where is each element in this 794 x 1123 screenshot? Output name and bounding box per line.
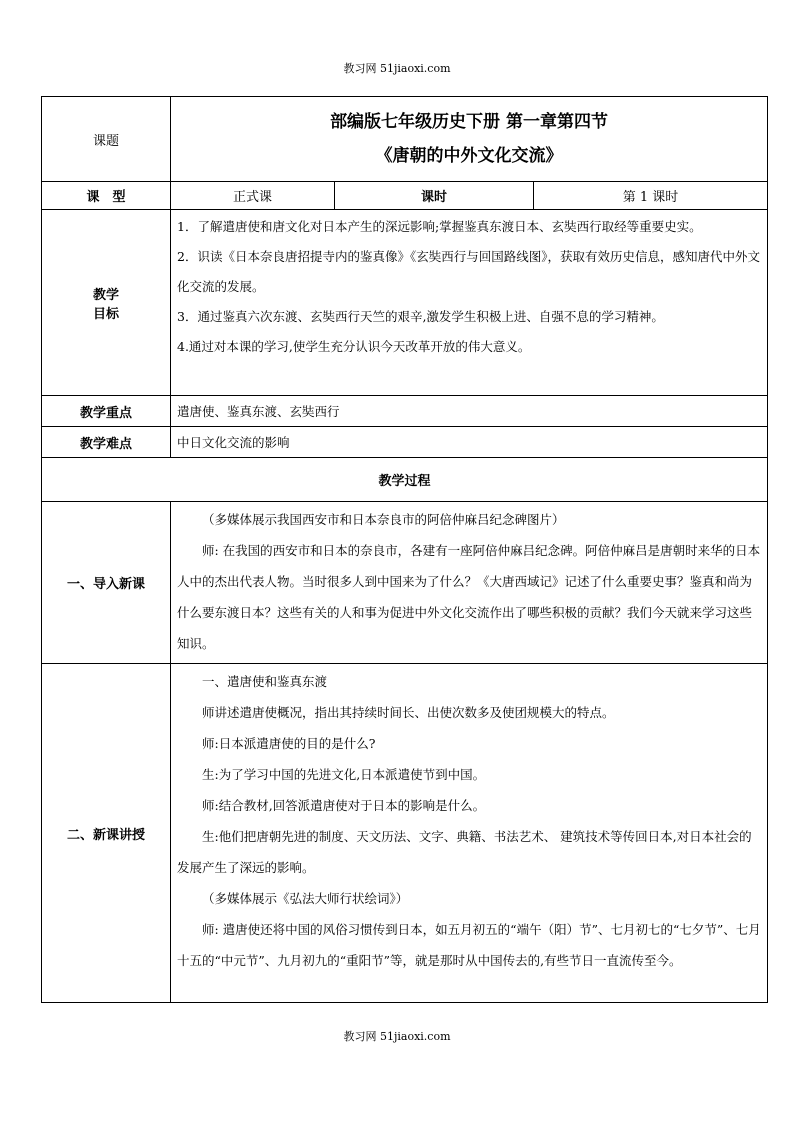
period-label: 课时 — [335, 182, 534, 210]
intro-paragraph: 师: 在我国的西安市和日本的奈良市，各建有一座阿倍仲麻吕纪念碑。阿倍仲麻吕是唐朝时来华的日本人中的杰出代表人物。当时很多人到中国来为了什么？《大唐西域记》记述了什么重要史事？鉴真和尚为什么要东渡日本？这些有关的人和事为促进中外文化交流作出了哪些积极的贡献？我们今天就来学习这些知识。 — [177, 543, 761, 651]
intro-paragraph: （多媒体展示我国西安市和日本奈良市的阿倍仲麻吕纪念碑图片） — [202, 512, 565, 527]
difficulty-row — [42, 427, 768, 458]
lesson-paragraph: 师: 遣唐使还将中国的风俗习惯传到日本，如五月初五的“端午（阳）节”、七月初七的“七夕节”、七月十五的“中元节”、九月初九的“重阳节”等，就是那时从中国传去的,有些节日一直流传至今。 — [177, 922, 761, 968]
goal-item: 1．了解遣唐使和唐文化对日本产生的深远影响;掌握鉴真东渡日本、玄奘西行取经等重要史实。 — [177, 219, 702, 234]
topic-title-line-1: 部编版七年级历史下册 第一章第四节 — [330, 112, 608, 132]
lesson-paragraph: 生:为了学习中国的先进文化,日本派遣使节到中国。 — [202, 767, 486, 782]
goals-content — [171, 210, 768, 396]
goals-label-line-2: 目标 — [92, 306, 119, 322]
lesson-plan-table — [41, 96, 768, 1003]
intro-label: 一、导入新课 — [42, 502, 171, 664]
type-row — [42, 182, 768, 210]
new-lesson-label: 二、新课讲授 — [42, 664, 171, 1003]
intro-content — [171, 502, 768, 664]
lesson-paragraph: 师:结合教材,回答派遣唐使对于日本的影响是什么。 — [202, 798, 486, 813]
intro-row — [42, 502, 768, 664]
lesson-paragraph: 一、遣唐使和鉴真东渡 — [202, 674, 328, 689]
goals-label — [42, 210, 171, 396]
goal-item: 2．识读《日本奈良唐招提寺内的鉴真像》《玄奘西行与回国路线图》，获取有效历史信息，感知唐代中外文化交流的发展。 — [177, 249, 760, 294]
key-points-row — [42, 396, 768, 427]
topic-label: 课题 — [42, 97, 171, 182]
period-value: 第 1 课时 — [534, 182, 768, 210]
lesson-paragraph: 生:他们把唐朝先进的制度、天文历法、文字、典籍、书法艺术、 建筑技术等传回日本,对日本社会的发展产生了深远的影响。 — [177, 829, 752, 875]
goals-row — [42, 210, 768, 396]
topic-row — [42, 97, 768, 182]
page-footer: 教习网 51jiaoxi.com — [343, 1030, 451, 1043]
difficulty-value: 中日文化交流的影响 — [171, 427, 768, 458]
page-header: 教习网 51jiaoxi.com — [343, 62, 451, 75]
lesson-paragraph: （多媒体展示《弘法大师行状绘词》） — [202, 891, 409, 906]
topic-title-cell — [171, 97, 768, 182]
topic-title-line-2: 《唐朝的中外文化交流》 — [375, 146, 563, 166]
new-lesson-row — [42, 664, 768, 1003]
lesson-paragraph: 师讲述遣唐使概况，指出其持续时间长、出使次数多及使团规模大的特点。 — [202, 705, 615, 720]
process-header-row — [42, 458, 768, 502]
lesson-paragraph: 师:日本派遣唐使的目的是什么? — [202, 736, 376, 751]
difficulty-label: 教学难点 — [42, 427, 171, 458]
type-label: 课 型 — [42, 182, 171, 210]
goals-label-line-1: 教学 — [92, 287, 119, 303]
process-header: 教学过程 — [42, 458, 768, 502]
goal-item: 3．通过鉴真六次东渡、玄奘西行天竺的艰辛,激发学生积极上进、自强不息的学习精神。 — [177, 309, 664, 324]
key-points-label: 教学重点 — [42, 396, 171, 427]
type-value: 正式课 — [171, 182, 335, 210]
goal-item: 4.通过对本课的学习,使学生充分认识今天改革开放的伟大意义。 — [177, 339, 531, 354]
new-lesson-content — [171, 664, 768, 1003]
key-points-value: 遣唐使、鉴真东渡、玄奘西行 — [171, 396, 768, 427]
